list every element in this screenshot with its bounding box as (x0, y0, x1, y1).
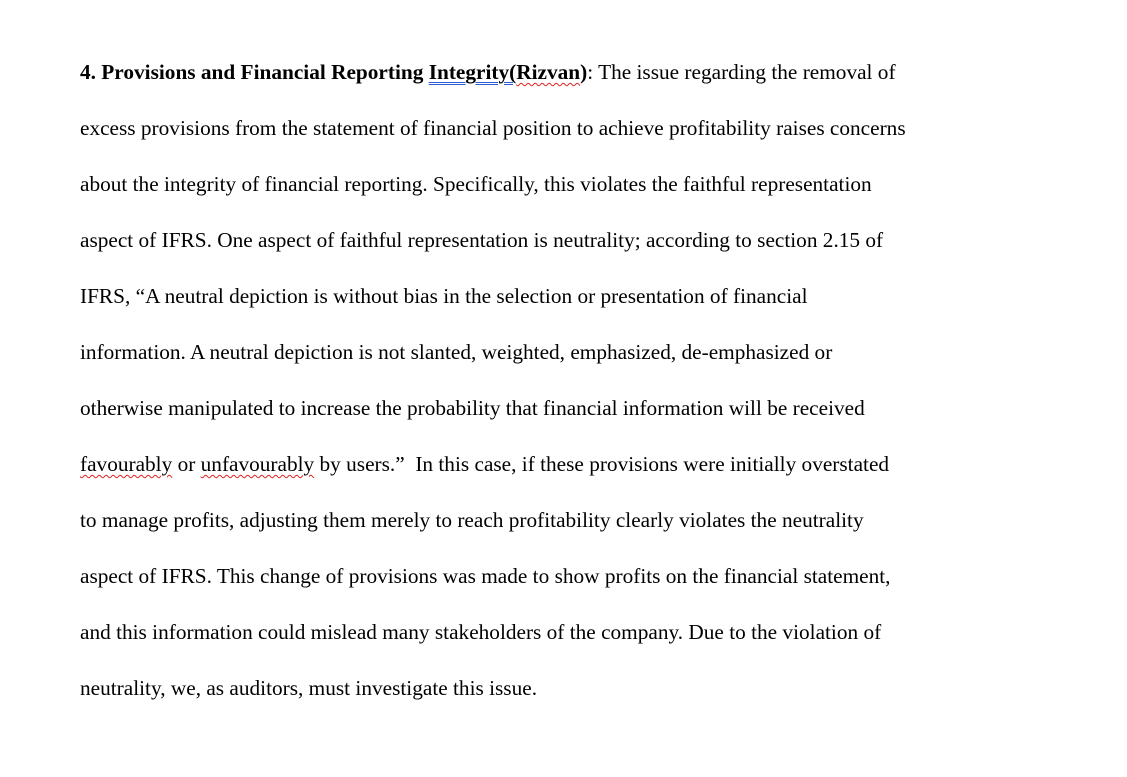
section-heading (80, 60, 587, 84)
line-6: information. A neutral depiction is not slanted, weighted, emphasized, de-emphasized or (80, 340, 833, 364)
line-3: about the integrity of financial reporting. Specifically, this violates the faithful representation (80, 172, 872, 196)
heading-bold-close: ) (580, 60, 588, 84)
line-4: aspect of IFRS. One aspect of faithful representation is neutrality; according to section 2.15 of (80, 228, 884, 252)
line-1 (80, 44, 1070, 100)
line-8 (80, 436, 1070, 492)
line-5: IFRS, “A neutral depiction is without bias in the selection or presentation of financial (80, 284, 808, 308)
line-11: and this information could mislead many stakeholders of the company. Due to the violation of (80, 620, 882, 644)
line-10: aspect of IFRS. This change of provisions was made to show profits on the financial statement, (80, 564, 891, 588)
heading-spelling-flag[interactable]: Rizvan (516, 60, 581, 84)
paragraph-provisions-integrity[interactable] (80, 44, 1070, 716)
heading-grammar-flag[interactable]: Integrity( (428, 60, 517, 84)
line-7: otherwise manipulated to increase the probability that financial information will be received (80, 396, 865, 420)
line-2: excess provisions from the statement of financial position to achieve profitability raises concerns (80, 116, 906, 140)
heading-bold-prefix: 4. Provisions and Financial Reporting (80, 60, 429, 84)
line-12: neutrality, we, as auditors, must investigate this issue. (80, 676, 538, 700)
spelling-flag-favourably[interactable]: favourably (80, 452, 173, 476)
line-9: to manage profits, adjusting them merely to reach profitability clearly violates the neutrality (80, 508, 864, 532)
line-8-text-2: by users.” In this case, if these provisions were initially overstated (314, 452, 890, 476)
line-1-text: : The issue regarding the removal of (587, 60, 896, 84)
line-8-text-1: or (172, 452, 201, 476)
spelling-flag-unfavourably[interactable]: unfavourably (200, 452, 315, 476)
